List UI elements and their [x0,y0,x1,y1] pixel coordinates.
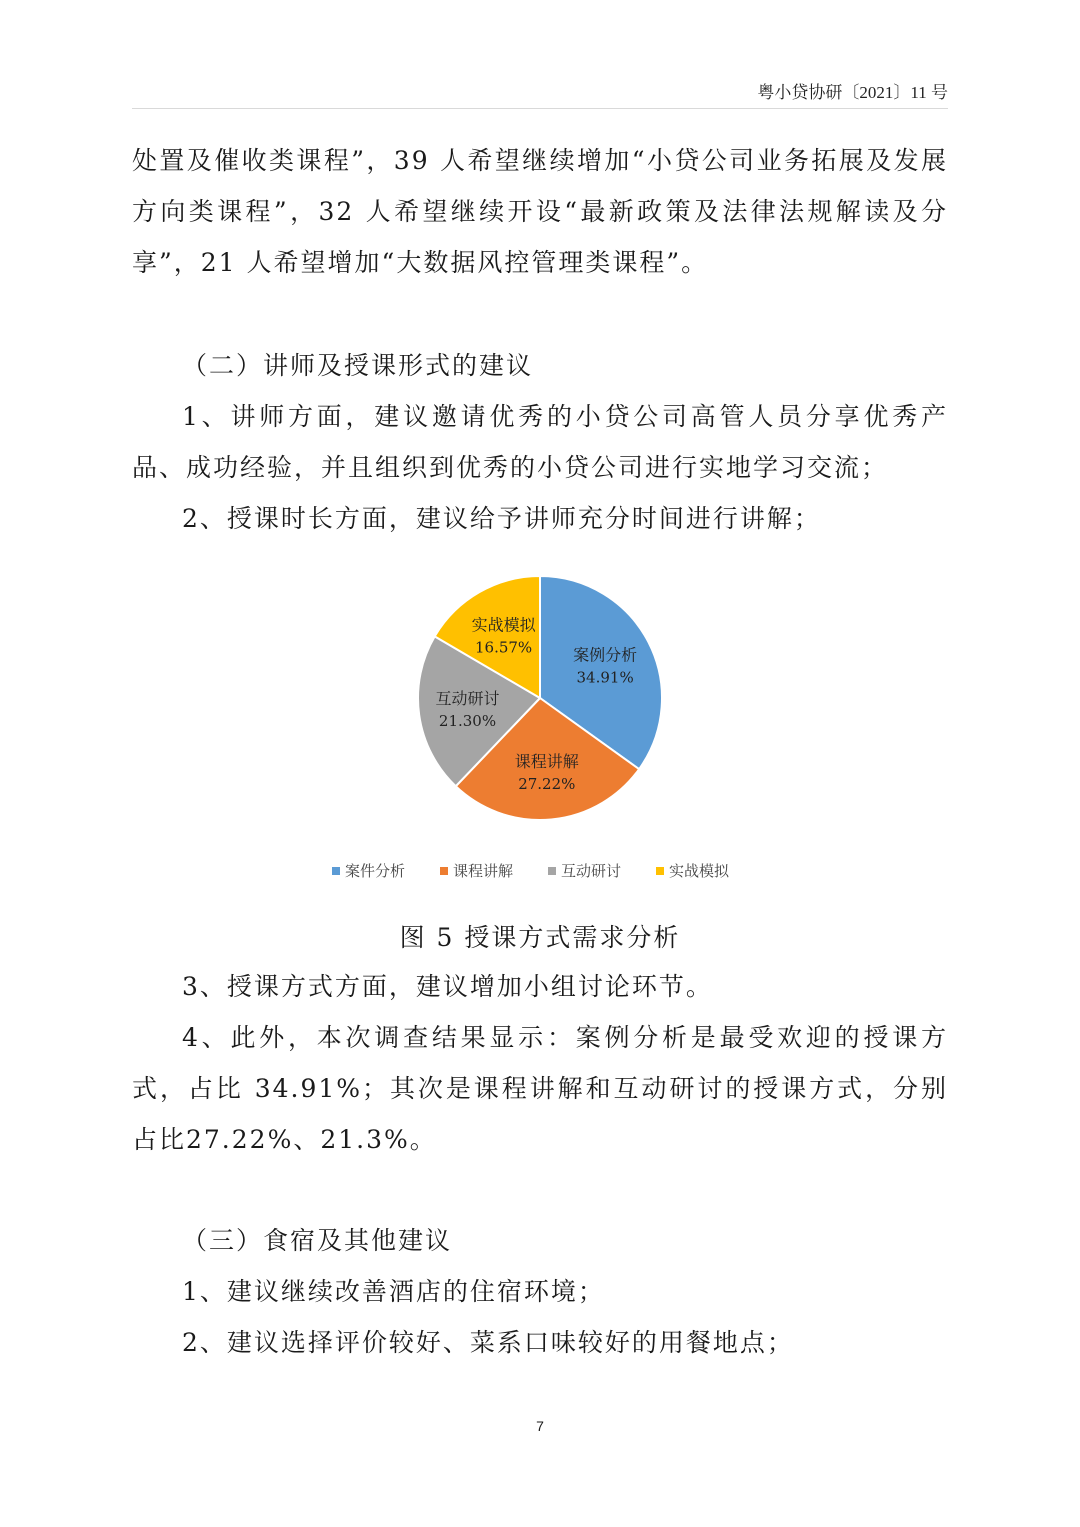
slice-label-3: 互动研讨 [435,689,500,709]
paragraph-survey-result: 4、此外，本次调查结果显示：案例分析是最受欢迎的授课方式，占比 34.91%；其次是课程讲解和互动研讨的授课方式，分别占比27.22%、21.3%。 [132,1023,948,1154]
legend-label-2: 课程讲解 [453,862,514,880]
slice-value-label-4: 16.57% [474,638,533,657]
slice-value-label-3: 21.30% [438,712,497,731]
section-heading-lodging: （三）食宿及其他建议 [182,1226,453,1255]
paragraph-hotel: 1、建议继续改善酒店的住宿环境； [182,1277,605,1306]
slice-label-1: 案例分析 [573,645,638,665]
legend-label-4: 实战模拟 [669,862,730,880]
paragraph-dining: 2、建议选择评价较好、菜系口味较好的用餐地点； [182,1328,794,1357]
paragraph-duration: 2、授课时长方面，建议给予讲师充分时间进行讲解； [182,504,821,533]
document-number: 粤小贷协研〔2021〕11 号 [757,83,948,102]
legend-label-1: 案件分析 [345,862,406,880]
slice-value-label-1: 34.91% [576,668,634,687]
legend-label-3: 互动研讨 [561,862,622,880]
legend-swatch-1 [332,867,340,875]
slice-label-4: 实战模拟 [471,615,536,635]
legend-swatch-2 [440,867,448,875]
page-number: 7 [536,1418,544,1434]
legend-swatch-3 [548,867,556,875]
figure-caption: 图 5 授课方式需求分析 [399,923,681,952]
header-rule [132,108,948,109]
teaching-method-pie-chart [300,560,780,905]
slice-label-2: 课程讲解 [514,751,579,771]
paragraph-course-requests: 处置及催收类课程”，39 人希望继续增加“小贷公司业务拓展及发展方向类课程”，32 人希望继续开设“最新政策及法律法规解读及分享”，21 人希望增加“大数据风控管理类课程”。 [132,146,948,277]
section-heading-lecturer: （二）讲师及授课形式的建议 [182,351,534,380]
legend-swatch-4 [656,867,664,875]
slice-value-label-2: 27.22% [518,774,576,793]
paragraph-method: 3、授课方式方面，建议增加小组讨论环节。 [182,972,713,1001]
paragraph-lecturer: 1、讲师方面，建议邀请优秀的小贷公司高管人员分享优秀产品、成功经验，并且组织到优秀的小贷公司进行实地学习交流； [132,402,948,482]
